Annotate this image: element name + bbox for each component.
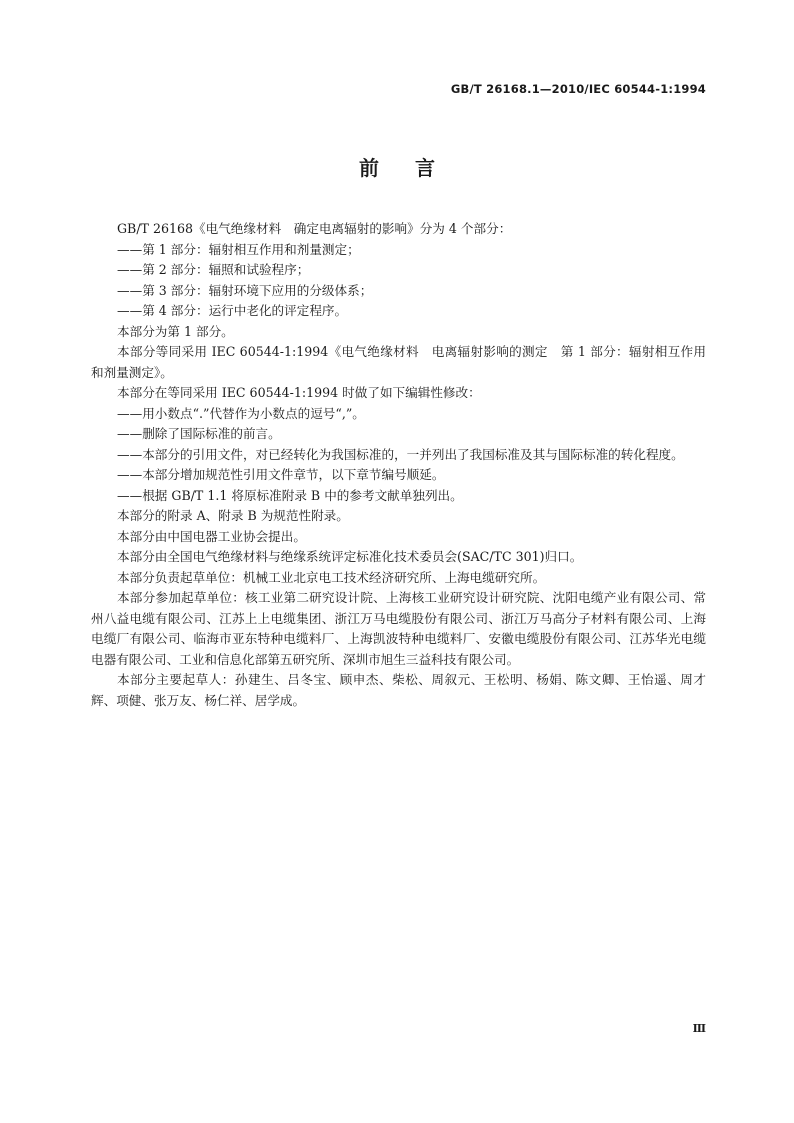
- proposed-by-paragraph: 本部分由中国电器工业协会提出。: [117, 528, 306, 544]
- parts-list-item-3: ——第 3 部分：辐射环境下应用的分级体系；: [117, 282, 373, 298]
- equivalence-paragraph: 本部分等同采用 IEC 60544-1:1994《电气绝缘材料 电离辐射影响的测定 第 1 部分：辐射相互作用和剂量测定》。: [91, 344, 706, 380]
- intro-paragraph: GB/T 26168《电气绝缘材料 确定电离辐射的影响》分为 4 个部分：: [117, 221, 512, 236]
- edits-list-item-1: ——用小数点“.”代替作为小数点的逗号“,”。: [117, 405, 365, 421]
- page-number: Ⅲ: [692, 1022, 706, 1035]
- annex-paragraph: 本部分的附录 A、附录 B 为规范性附录。: [117, 508, 349, 523]
- parts-list-item-2: ——第 2 部分：辐照和试验程序；: [117, 262, 310, 277]
- participating-units-paragraph: 本部分参加起草单位：核工业第二研究设计院、上海核工业研究设计研究院、沈阳电缆产业有限公司、常州八益电缆有限公司、江苏上上电缆集团、浙江万马电缆股份有限公司、浙江万马高分子材料有限公司、上海电缆厂有限公司、临海市亚东特种电缆料厂、上海凯波特种电缆料厂、安徽电缆股份有限公司、江苏华光电缆电器有限公司、工业和信息化部第五研究所、深圳市旭生三益科技有限公司。: [91, 590, 706, 667]
- foreword-body: [91, 219, 706, 711]
- standard-code-header: GB/T 26168.1—2010/IEC 60544-1:1994: [450, 82, 706, 96]
- drafters-paragraph: 本部分主要起草人：孙建生、吕冬宝、顾申杰、柴松、周叙元、王松明、杨娟、陈文卿、王怡遥、周才辉、项健、张万友、杨仁祥、居学成。: [91, 672, 706, 708]
- parts-list-item-1: ——第 1 部分：辐射相互作用和剂量测定；: [117, 241, 360, 257]
- edits-list-item-2: ——删除了国际标准的前言。: [117, 426, 281, 441]
- page-title: 前言: [359, 156, 471, 180]
- parts-list-item-4: ——第 4 部分：运行中老化的评定程序。: [117, 303, 348, 318]
- responsible-units-paragraph: 本部分负责起草单位：机械工业北京电工技术经济研究所、上海电缆研究所。: [117, 569, 546, 585]
- this-part-paragraph: 本部分为第 1 部分。: [117, 323, 234, 339]
- edits-list-item-3: ——本部分的引用文件，对已经转化为我国标准的，一并列出了我国标准及其与国际标准的转化程度。: [117, 446, 684, 462]
- centralized-by-paragraph: 本部分由全国电气绝缘材料与绝缘系统评定标准化技术委员会(SAC/TC 301)归口。: [117, 549, 583, 564]
- edits-intro-paragraph: 本部分在等同采用 IEC 60544-1:1994 时做了如下编辑性修改：: [117, 385, 481, 400]
- edits-list-item-4: ——本部分增加规范性引用文件章节，以下章节编号顺延。: [117, 467, 445, 482]
- edits-list-item-5: ——根据 GB/T 1.1 将原标准附录 B 中的参考文献单独列出。: [117, 487, 463, 503]
